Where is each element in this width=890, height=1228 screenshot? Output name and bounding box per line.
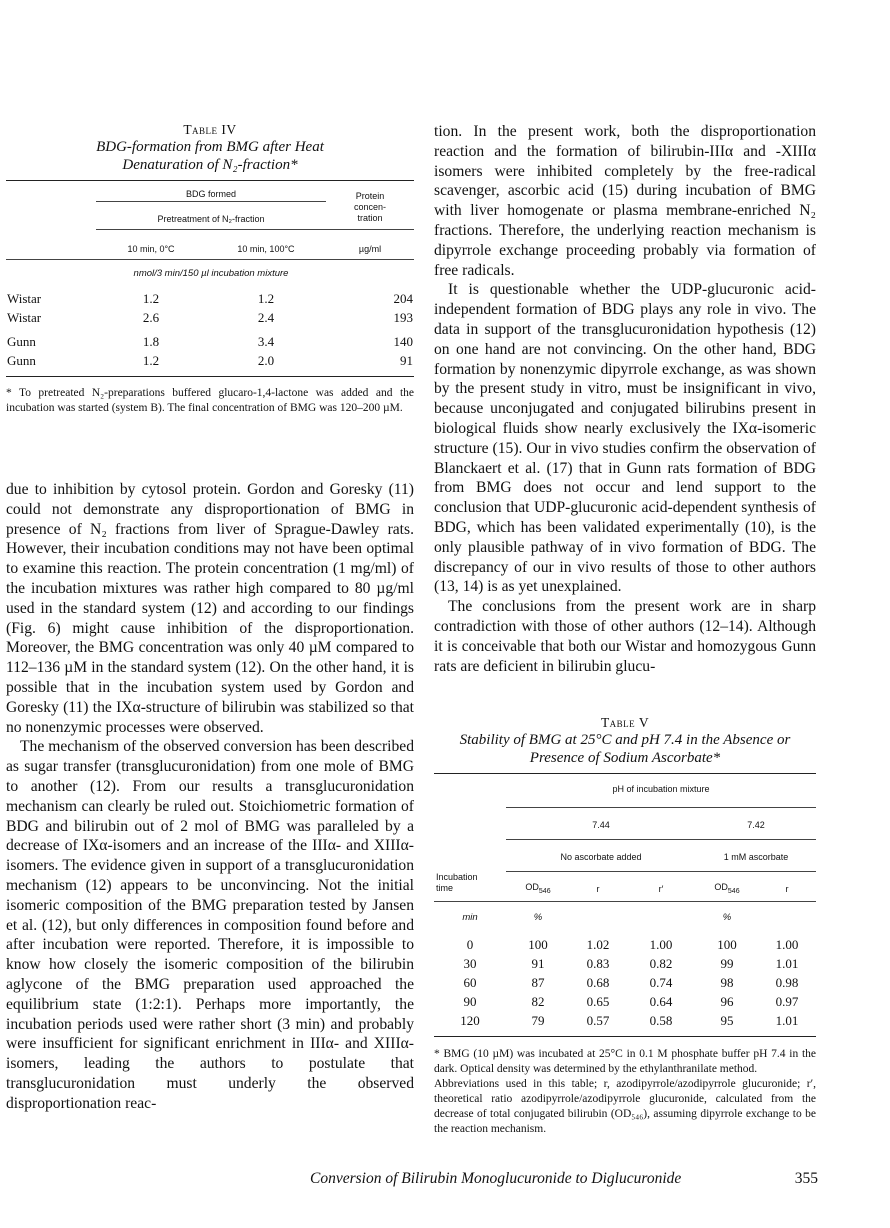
header-pretreatment: Pretreatment of N₂-fraction xyxy=(96,202,326,230)
header-r-b: r xyxy=(758,872,816,902)
header-no-ascorbate: No ascorbate added xyxy=(506,840,696,872)
table-row: 90 82 0.65 0.64 96 0.97 xyxy=(463,993,799,1009)
paragraph: The mechanism of the observed conversion has been described as sugar transfer (transglucuronidation) from one mole of BMG to another (12). From our results a transglucuronidation mechanism can clearly be ruled out. Stoichiometric formation of BDG and bilirubin out of 2 mol of BMG was paralleled by a decrease of IXα-isomers and an increase of the IIIα- and XIIIα-isomers. The evidence given in support of a transglucuronidation mechanism (12) appears to be unconvincing. Not the initial isomeric composition of the BMG preparation tested by Jansen et al. (12), but only differences in composition found before and after incubation were reported. Therefore, it is impossible to know how closely the isomeric composition of the bilirubin aglycone of the BMG preparation used approached the equilibrium state (1:2:1). Perhaps more importantly, the incubation periods used were rather short (3 min) and probably were insufficient for significant enrichment in IIIα- and XIIIα-isomers, leading the authors to postulate that transglucuronidation must underly the observed disproportionation reac- xyxy=(6,738,414,1112)
header-100c: 10 min, 100°C xyxy=(206,230,326,260)
page-number: 355 xyxy=(794,1170,818,1187)
table-row: 0 100 1.02 1.00 100 1.00 xyxy=(466,936,799,952)
unit-pct-a: % xyxy=(533,911,543,923)
table-iv-title: Table IV xyxy=(183,122,237,137)
table-v-bottom-rule xyxy=(434,1036,816,1037)
table-iv-subtitle-2: Denaturation of N₂-fraction* xyxy=(122,157,298,173)
table-v-title: Table V xyxy=(600,715,650,730)
header-bdg-formed: BDG formed xyxy=(185,189,236,199)
table-row: Wistar 1.2 1.2 204 xyxy=(7,291,413,306)
unit-pct-b: % xyxy=(722,911,732,923)
header-ph-742: 7.42 xyxy=(696,808,816,840)
table-row: 60 87 0.68 0.74 98 0.98 xyxy=(463,974,799,990)
header-incubation-time: Incubation time xyxy=(436,872,478,894)
table-row: Gunn 1.2 2.0 91 xyxy=(7,353,413,368)
unit-min: min xyxy=(462,911,478,923)
table-row: 120 79 0.57 0.58 95 1.01 xyxy=(460,1012,799,1028)
table-row: Wistar 2.6 2.4 193 xyxy=(7,310,413,325)
paragraph: due to inhibition by cytosol protein. Gordon and Goresky (11) could not demonstrate any disproportionation of BMG in presence of N₂ fractions from liver of Sprague-Dawley rats. However, their incubation conditions may not have been optimal to examine this reaction. The protein concentration (1 mg/ml) of the incubation mixtures was rather high compared to 80 µg/ml used in the standard system (12) and according to our findings (Fig. 6) might cause inhibition of the disproportionation. Moreover, the BMG concentration was only 40 µM compared to 112–136 µM in the standard system (12). On the other hand, it is possible that in the incubation system used by Gordon and Goresky (11) the IXα-structure of bilirubin was stabilized so that no nonenzymic processes were observed. xyxy=(6,481,414,736)
header-rprime-a: r′ xyxy=(626,872,696,902)
table-v-subtitle-2: Presence of Sodium Ascorbate* xyxy=(529,750,721,766)
table-row: 30 91 0.83 0.82 99 1.01 xyxy=(463,955,799,971)
header-protein: Protein concen- tration xyxy=(353,191,387,223)
header-0c: 10 min, 0°C xyxy=(96,230,206,260)
table-iv xyxy=(6,181,414,370)
running-title: Conversion of Bilirubin Monoglucuronide to Diglucuronide xyxy=(310,1170,682,1187)
table-iv-footnote: * To pretreated N₂-preparations buffered glucaro-1,4-lactone was added and the incubation was started (system B). The final concentration of BMG was 120–200 µM. xyxy=(6,387,414,414)
table-v-subtitle-1: Stability of BMG at 25°C and pH 7.4 in the Absence or xyxy=(459,732,791,748)
table-v-footnote-1: * BMG (10 µM) was incubated at 25°C in 0.1 M phosphate buffer pH 7.4 in the dark. Optical density was determined by the ethylanthranilate method. xyxy=(434,1047,816,1075)
paragraph: It is questionable whether the UDP-glucuronic acid-independent formation of BDG plays any role in vivo. The data in support of the transglucuronidation hypothesis (12) on one hand are not convincing. On the other hand, BDG formation by nonenzymic dipyrrole exchange, as was shown by the present study in vitro, must be insignificant in vivo, because unconjugated and conjugated bilirubins present in biological fluids show nearly exclusively the IXα-isomeric structure (15). Our in vivo studies confirm the observation of Blanckaert et al. (17) that in Gunn rats formation of BDG from BMG does not occur and lend support to the conclusion that UDP-glucuronic acid-dependent synthesis of BDG, which has been validated experimentally (10), is the only plausible pathway of in vivo formation of BDG. The discrepancy of our in vivo results of those to other authors (13, 14) is as yet unexplained. xyxy=(434,281,816,596)
right-body-text xyxy=(434,122,816,676)
header-od-a: $OD_{546}$ xyxy=(506,872,570,902)
header-ph-744: 7.44 xyxy=(506,808,696,840)
paragraph: tion. In the present work, both the disproportionation reaction and the formation of bilirubin-IIIα and -XIIIα isomers were inhibited completely by the free-radical scavenger, ascorbic acid (15) during incubation of BMG with liver homogenate or plasma membrane-enriched N₂ fractions. Therefore, the underlying reaction mechanism is dipyrrole exchange proceeding probably via formation of free radicals. xyxy=(434,123,816,279)
table-v-footnote-2: Abbreviations used in this table; r, azodipyrrole/azodipyrrole glucuronide; r′, theoretical ratio azodipyrrole/azodipyrrole glucuronide, calculated from the decrease of total conjugated bilirubin (OD₅₄₆), assuming dipyrrole exchange to be the reaction mechanism. xyxy=(434,1077,816,1135)
page-footer xyxy=(310,1170,818,1188)
header-ascorbate: 1 mM ascorbate xyxy=(696,840,816,872)
table-row: Gunn 1.8 3.4 140 xyxy=(7,334,413,349)
table-iv-bottom-rule xyxy=(6,376,414,377)
left-body-text xyxy=(6,480,414,1114)
header-protein-unit: µg/ml xyxy=(326,230,414,260)
header-od-b: $OD_{546}$ xyxy=(696,872,758,902)
header-r-a: r xyxy=(570,872,626,902)
table-v xyxy=(434,774,816,1030)
unit-row: nmol/3 min/150 µl incubation mixture xyxy=(133,268,289,279)
table-iv-subtitle-1: BDG-formation from BMG after Heat xyxy=(96,139,324,155)
paragraph: The conclusions from the present work are in sharp contradiction with those of other authors (12–14). Although it is conceivable that both our Wistar and homozygous Gunn rats are deficient in bilirubin glucu- xyxy=(434,598,816,675)
table-iv-block xyxy=(6,122,414,416)
header-ph: pH of incubation mixture xyxy=(612,784,710,794)
table-v-block xyxy=(434,715,816,1137)
